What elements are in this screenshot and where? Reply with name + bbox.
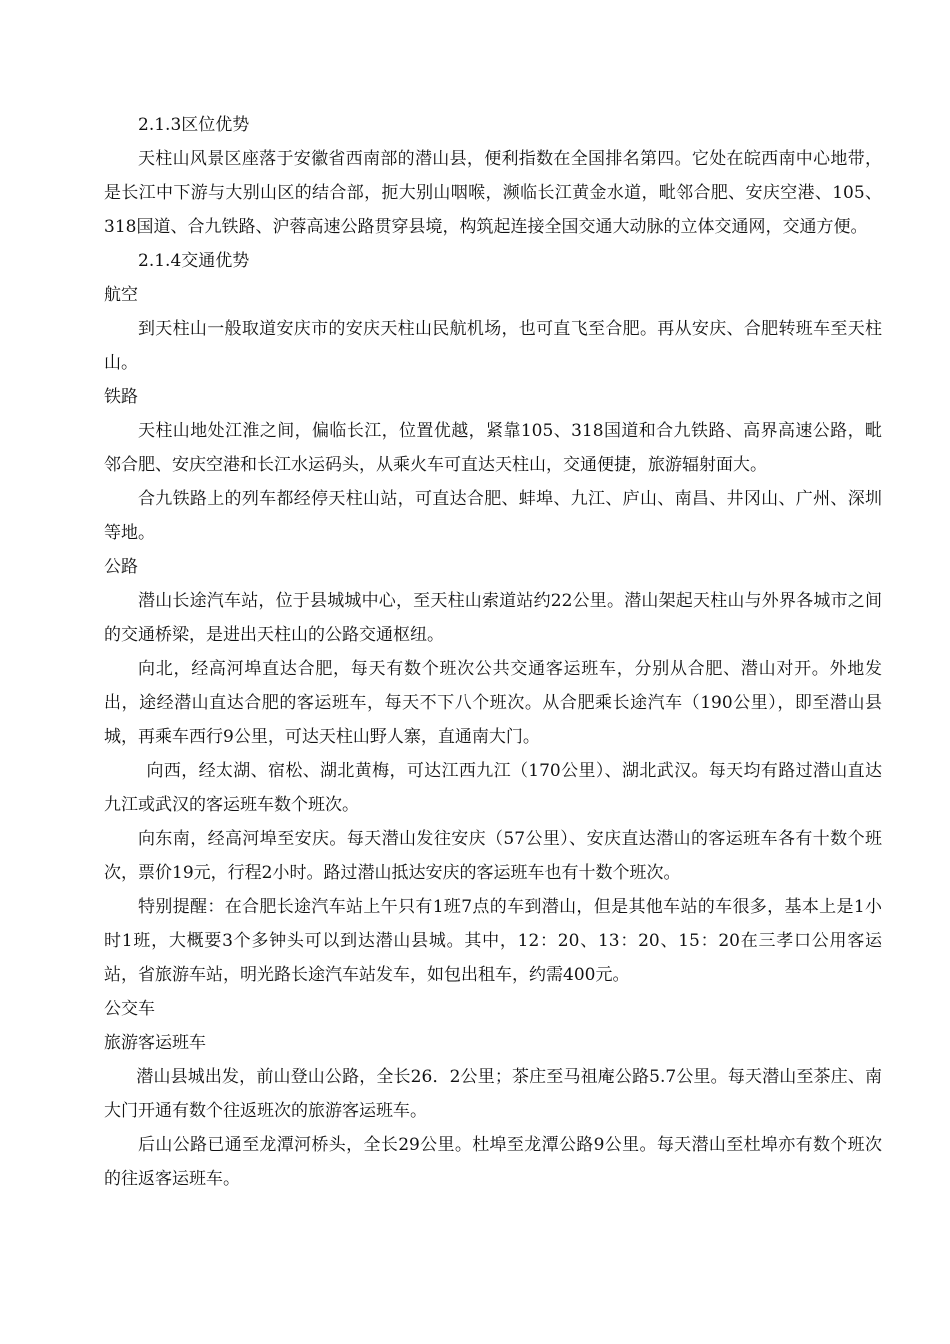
category-road: 公路: [104, 557, 138, 577]
paragraph-tour-2: 后山公路已通至龙潭河桥头，全长29公里。杜埠至龙潭公路9公里。每天潜山至杜埠亦有数个班次的往返客运班车。: [104, 1135, 882, 1189]
section-heading-2-1-3: 2.1.3区位优势: [138, 115, 250, 135]
paragraph-road-3: 向西，经太湖、宿松、湖北黄梅，可达江西九江（170公里）、湖北武汉。每天均有路过潜山直达九江或武汉的客运班车数个班次。: [104, 761, 882, 815]
paragraph-location: 天柱山风景区座落于安徽省西南部的潜山县，便利指数在全国排名第四。它处在皖西南中心地带，是长江中下游与大别山区的结合部，扼大别山咽喉，濒临长江黄金水道，毗邻合肥、安庆空港、105、318国道、合九铁路、沪蓉高速公路贯穿县境，构筑起连接全国交通大动脉的立体交通网，交通方便。: [104, 149, 882, 237]
paragraph-tour-1: 潜山县城出发，前山登山公路，全长26．2公里；茶庄至马祖庵公路5.7公里。每天潜山至茶庄、南大门开通有数个往返班次的旅游客运班车。: [104, 1067, 882, 1121]
category-tour-bus: 旅游客运班车: [104, 1033, 206, 1053]
paragraph-rail-1: 天柱山地处江淮之间，偏临长江，位置优越，紧靠105、318国道和合九铁路、高界高速公路，毗邻合肥、安庆空港和长江水运码头，从乘火车可直达天柱山，交通便捷，旅游辐射面大。: [104, 421, 882, 475]
paragraph-rail-2: 合九铁路上的列车都经停天柱山站，可直达合肥、蚌埠、九江、庐山、南昌、井冈山、广州、深圳等地。: [104, 489, 882, 543]
document-body: [104, 108, 882, 1196]
paragraph-road-2: 向北，经高河埠直达合肥，每天有数个班次公共交通客运班车，分别从合肥、潜山对开。外地发出，途经潜山直达合肥的客运班车，每天不下八个班次。从合肥乘长途汽车（190公里），即至潜山县城，再乘车西行9公里，可达天柱山野人寨，直通南大门。: [104, 659, 882, 747]
paragraph-air: 到天柱山一般取道安庆市的安庆天柱山民航机场，也可直飞至合肥。再从安庆、合肥转班车至天柱山。: [104, 319, 882, 373]
category-air: 航空: [104, 285, 138, 305]
paragraph-road-4: 向东南，经高河埠至安庆。每天潜山发往安庆（57公里）、安庆直达潜山的客运班车各有十数个班次，票价19元，行程2小时。路过潜山抵达安庆的客运班车也有十数个班次。: [104, 829, 882, 883]
category-bus: 公交车: [104, 999, 155, 1019]
category-rail: 铁路: [104, 387, 138, 407]
paragraph-road-5: 特别提醒：在合肥长途汽车站上午只有1班7点的车到潜山，但是其他车站的车很多，基本上是1小时1班，大概要3个多钟头可以到达潜山县城。其中，12：20、13：20、15：20在三孝口公用客运站，省旅游车站，明光路长途汽车站发车，如包出租车，约需400元。: [104, 897, 882, 985]
section-heading-2-1-4: 2.1.4交通优势: [138, 251, 250, 271]
paragraph-road-1: 潜山长途汽车站，位于县城城中心，至天柱山索道站约22公里。潜山架起天柱山与外界各城市之间的交通桥梁，是进出天柱山的公路交通枢纽。: [104, 591, 882, 645]
